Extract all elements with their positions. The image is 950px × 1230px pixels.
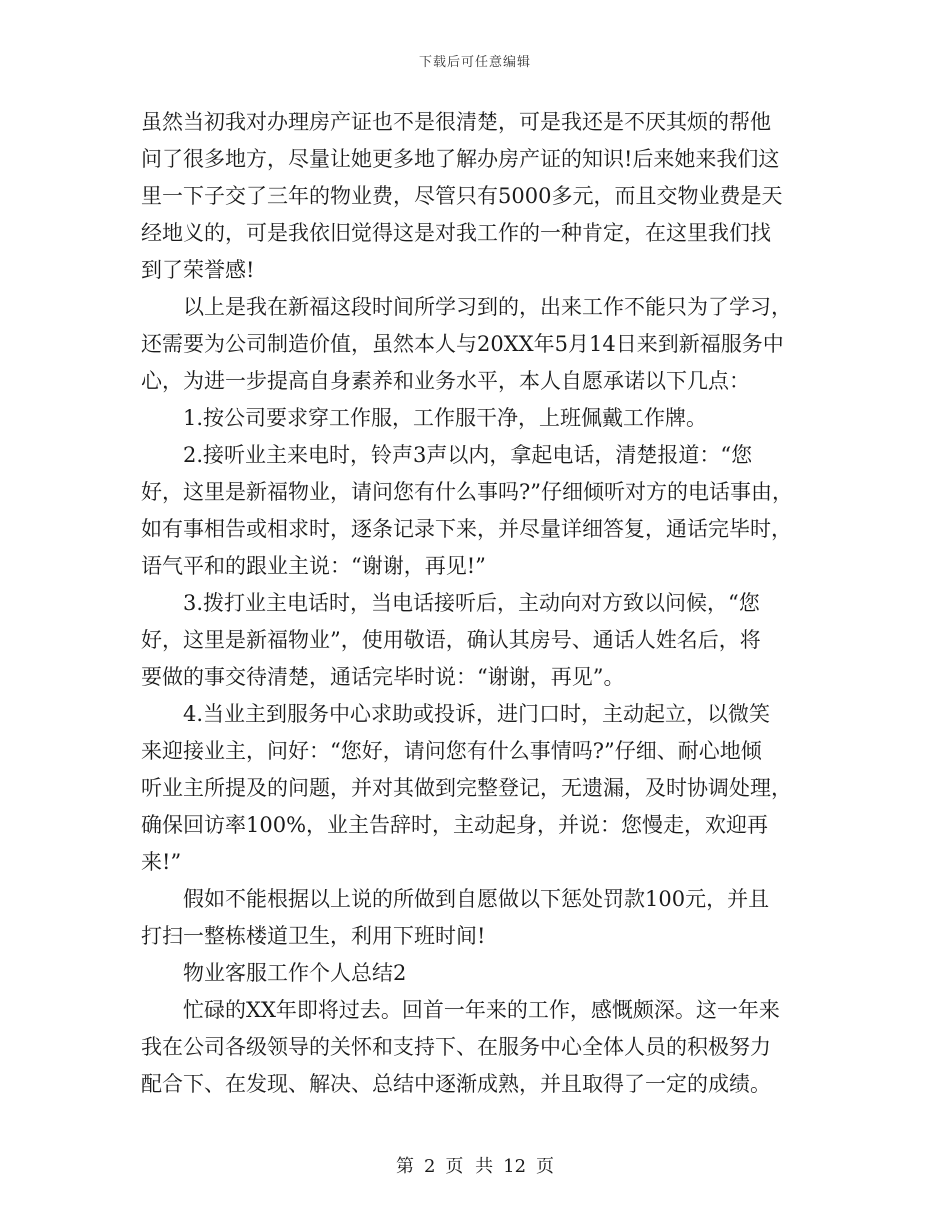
paragraph-5	[141, 585, 821, 696]
text-line: 还需要为公司制造价值，虽然本人与20XX年5月14日来到新福服务中	[141, 332, 784, 356]
text-line: 配合下、在发现、解决、总结中逐渐成熟，并且取得了一定的成绩。	[141, 1072, 771, 1096]
text-line: 虽然当初我对办理房产证也不是很清楚，可是我还是不厌其烦的帮他	[141, 110, 771, 134]
text-line: 假如不能根据以上说的所做到自愿做以下惩处罚款100元，并且	[183, 887, 770, 911]
text-line: 问了很多地方，尽量让她更多地了解办房产证的知识!后来她来我们这	[141, 147, 780, 171]
text-line: 忙碌的XX年即将过去。回首一年来的工作，感慨颇深。这一年来	[183, 998, 780, 1022]
text-line: 确保回访率100%，业主告辞时，主动起身，并说：您慢走，欢迎再	[141, 813, 769, 837]
section-heading	[141, 955, 821, 992]
text-line: 如有事相告或相求时，逐条记录下来，并尽量详细答复，通话完毕时，	[141, 517, 792, 541]
text-line: 物业客服工作个人总结2	[183, 961, 407, 985]
text-line: 我在公司各级领导的关怀和支持下、在服务中心全体人员的积极努力	[141, 1035, 771, 1059]
text-line: 来迎接业主，问好：“您好，请问您有什么事情吗?”仔细、耐心地倾	[141, 739, 762, 763]
text-line: 好，这里是新福物业，请问您有什么事吗?”仔细倾听对方的电话事由，	[141, 480, 793, 504]
paragraph-6	[141, 696, 821, 881]
paragraph-7	[141, 881, 821, 955]
text-line: 打扫一整栋楼道卫生，利用下班时间!	[141, 924, 486, 948]
text-line: 4.当业主到服务中心求助或投诉，进门口时，主动起立，以微笑	[183, 702, 771, 726]
text-line: 以上是我在新福这段时间所学习到的，出来工作不能只为了学习，	[183, 295, 792, 319]
text-line: 要做的事交待清楚，通话完毕时说：“谢谢，再见”。	[141, 665, 625, 689]
text-line: 3.拨打业主电话时，当电话接听后，主动向对方致以问候，“您	[183, 591, 760, 615]
footer-middle: 页 共	[445, 1156, 494, 1177]
paragraph-1	[141, 104, 821, 289]
document-body	[141, 104, 821, 1103]
footer-suffix: 页	[536, 1156, 555, 1177]
footer-page-number: 2	[423, 1156, 436, 1177]
text-line: 心，为进一步提高自身素养和业务水平，本人自愿承诺以下几点：	[141, 369, 750, 393]
text-line: 到了荣誉感!	[141, 258, 255, 282]
paragraph-4	[141, 437, 821, 585]
text-line: 里一下子交了三年的物业费，尽管只有5000多元，而且交物业费是天	[141, 184, 783, 208]
text-line: 2.接听业主来电时，铃声3声以内，拿起电话，清楚报道：“您	[183, 443, 753, 467]
text-line: 1.按公司要求穿工作服，工作服干净，上班佩戴工作牌。	[183, 406, 708, 430]
paragraph-2	[141, 289, 821, 400]
paragraph-3	[141, 400, 821, 437]
text-line: 来!”	[141, 850, 182, 874]
page-header: 下载后可任意编辑	[418, 55, 531, 70]
text-line: 听业主所提及的问题，并对其做到完整登记，无遗漏，及时协调处理，	[141, 776, 792, 800]
page-footer	[0, 1152, 950, 1178]
footer-total-pages: 12	[503, 1156, 527, 1177]
text-line: 经地义的，可是我依旧觉得这是对我工作的一种肯定，在这里我们找	[141, 221, 771, 245]
paragraph-8	[141, 992, 821, 1103]
footer-prefix: 第	[395, 1156, 414, 1177]
text-line: 语气平和的跟业主说：“谢谢，再见!”	[141, 554, 486, 578]
text-line: 好，这里是新福物业”，使用敬语，确认其房号、通话人姓名后，将	[141, 628, 761, 652]
